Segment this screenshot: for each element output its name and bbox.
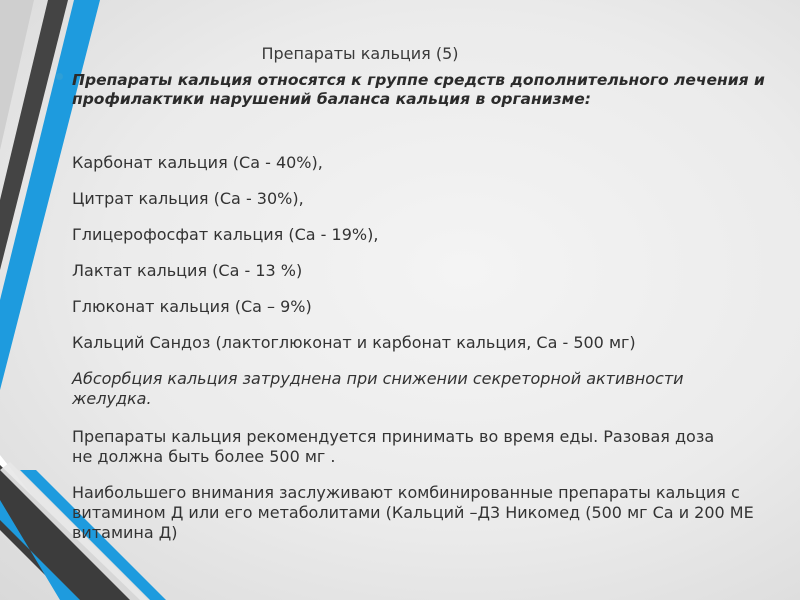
bullet-icon: [48, 295, 66, 313]
bullet-icon: [48, 187, 66, 205]
bullet-icon: [48, 151, 66, 169]
intro-text: Препараты кальция относятся к группе средств дополнительного лечения и профилактики нарушений баланса кальция в организме:: [72, 71, 765, 108]
list-item: Кальций Сандоз (лактоглюконат и карбонат кальция, Са - 500 мг): [72, 333, 636, 352]
list-item: Глицерофосфат кальция (Са - 19%),: [72, 225, 379, 244]
bullet-icon: [48, 481, 66, 499]
list-item: Карбонат кальция (Са - 40%),: [72, 153, 323, 172]
bullet-icon: [48, 425, 66, 443]
bullet-icon: [48, 331, 66, 349]
slide-title: Препараты кальция (5): [261, 44, 459, 63]
list-item: Глюконат кальция (Са – 9%): [72, 297, 312, 316]
list-item: Препараты кальция рекомендуется принимать во время еды. Разовая доза не должна быть более 500 мг .: [72, 427, 715, 466]
intro-bullet-dot: [56, 73, 63, 80]
list-item: Абсорбция кальция затруднена при снижении секреторной активности желудка.: [72, 369, 684, 408]
bullet-icon: [48, 223, 66, 241]
list-item: Лактат кальция (Са - 13 %): [72, 261, 303, 280]
bullet-icon: [48, 259, 66, 277]
bullet-icon: [48, 367, 66, 385]
list-item: Наибольшего внимания заслуживают комбинированные препараты кальция с витамином Д или его метаболитами (Кальций –Д3 Никомед (500 мг Са и 200 МЕ витамина Д): [72, 483, 754, 542]
list-item: Цитрат кальция (Са - 30%),: [72, 189, 304, 208]
